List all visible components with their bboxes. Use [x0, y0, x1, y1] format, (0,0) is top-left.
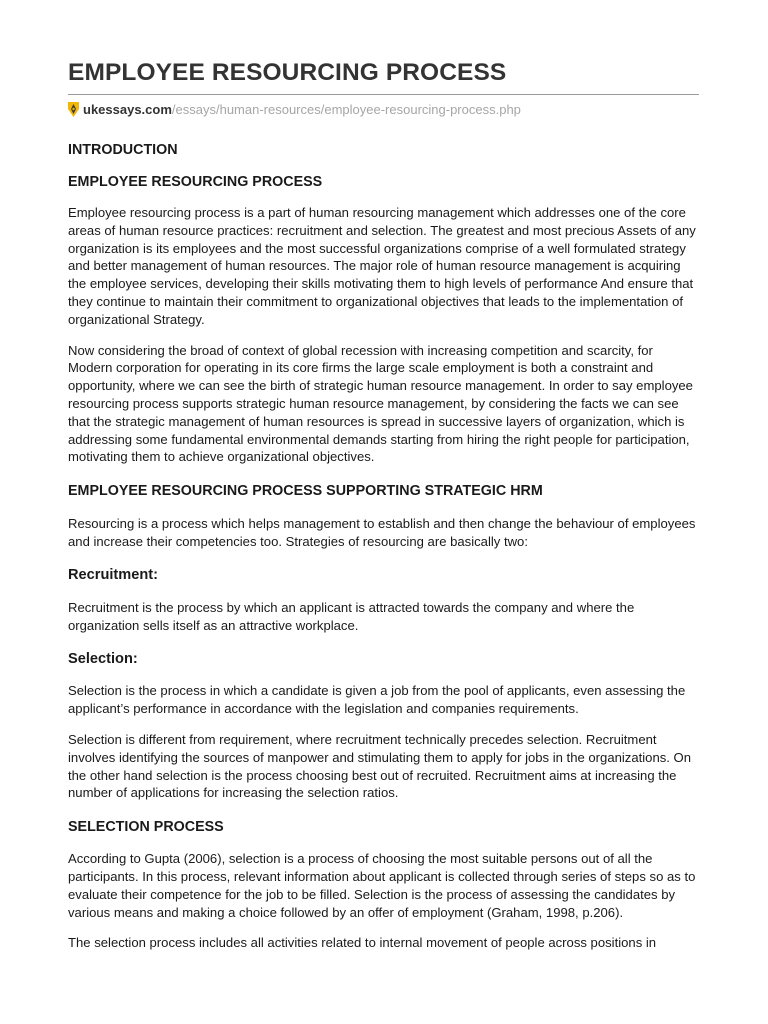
paragraph: The selection process includes all activities related to internal movement of people across positions in	[68, 935, 657, 951]
heading-selection: Selection:	[68, 651, 138, 668]
source-line	[66, 100, 700, 118]
source-site-link[interactable]: ukessays.com	[83, 101, 172, 117]
paragraph: According to Gupta (2006), selection is a process of choosing the most suitable persons out of all the participants. In this process, relevant information about applicant is collected through series of steps so as to evaluate their competence for the job to be filled. Selection is the process of assessing the candidates by various means and making a choice followed by an offer of employment (Graham, 1998, p.206).	[68, 851, 696, 920]
source-path: /essays/human-resources/employee-resourcing-process.php	[171, 101, 521, 117]
heading-employee-resourcing-process: EMPLOYEE RESOURCING PROCESS	[68, 174, 323, 190]
document-title: EMPLOYEE RESOURCING PROCESS	[68, 59, 507, 86]
paragraph: Selection is the process in which a candidate is given a job from the pool of applicants, even assessing the applicant’s performance in accordance with the legislation and companies requirements.	[68, 683, 686, 717]
paragraph: Resourcing is a process which helps management to establish and then change the behaviour of employees and increase their competencies too. Strategies of resourcing are basically two:	[68, 516, 696, 549]
pen-nib-icon	[66, 101, 81, 118]
paragraph: Selection is different from requirement, where recruitment technically precedes selection. Recruitment involves identifying the sources of manpower and stimulating them to apply for jobs in the organizations. On the other hand selection is the process choosing best out of recruited. Recruitment aims at increasing the number of applications for increasing the selection ratios.	[68, 731, 692, 801]
heading-selection-process: SELECTION PROCESS	[68, 819, 224, 836]
title-divider	[68, 94, 699, 95]
paragraph: Now considering the broad of context of global recession with increasing competition and scarcity, for Modern corporation for operating in its core firms the large scale employment is both a constraint and opportunity, where we can see the birth of strategic human resource management. In order to say employee resourcing process supports strategic human resource management, by considering the facts we can see that the strategic management of human resources is spread in successive layers of organization, which is addressing some fundamental environmental demands starting from hiring the right people for participation, motivating them to achieve organizational objectives.	[68, 342, 693, 465]
heading-supporting-strategic-hrm: EMPLOYEE RESOURCING PROCESS SUPPORTING STRATEGIC HRM	[68, 483, 543, 500]
paragraph: Recruitment is the process by which an applicant is attracted towards the company and where the organization sells itself as an attractive workplace.	[68, 599, 635, 633]
heading-recruitment: Recruitment:	[68, 566, 159, 583]
paragraph: Employee resourcing process is a part of human resourcing management which addresses one of the core areas of human resource practices: recruitment and selection. The greatest and most precious Assets of any organization is its employees and the most successful organizations comprise of a well formulated strategy and better management of human resources. The major role of human resource management is acquiring the employee services, developing their skills motivating them to high levels of performance And ensure that they continue to maintain their commitment to organizational objectives that leads to the implementation of organizational Strategy.	[68, 205, 696, 327]
heading-introduction: INTRODUCTION	[68, 142, 178, 158]
document-page	[68, 56, 700, 952]
